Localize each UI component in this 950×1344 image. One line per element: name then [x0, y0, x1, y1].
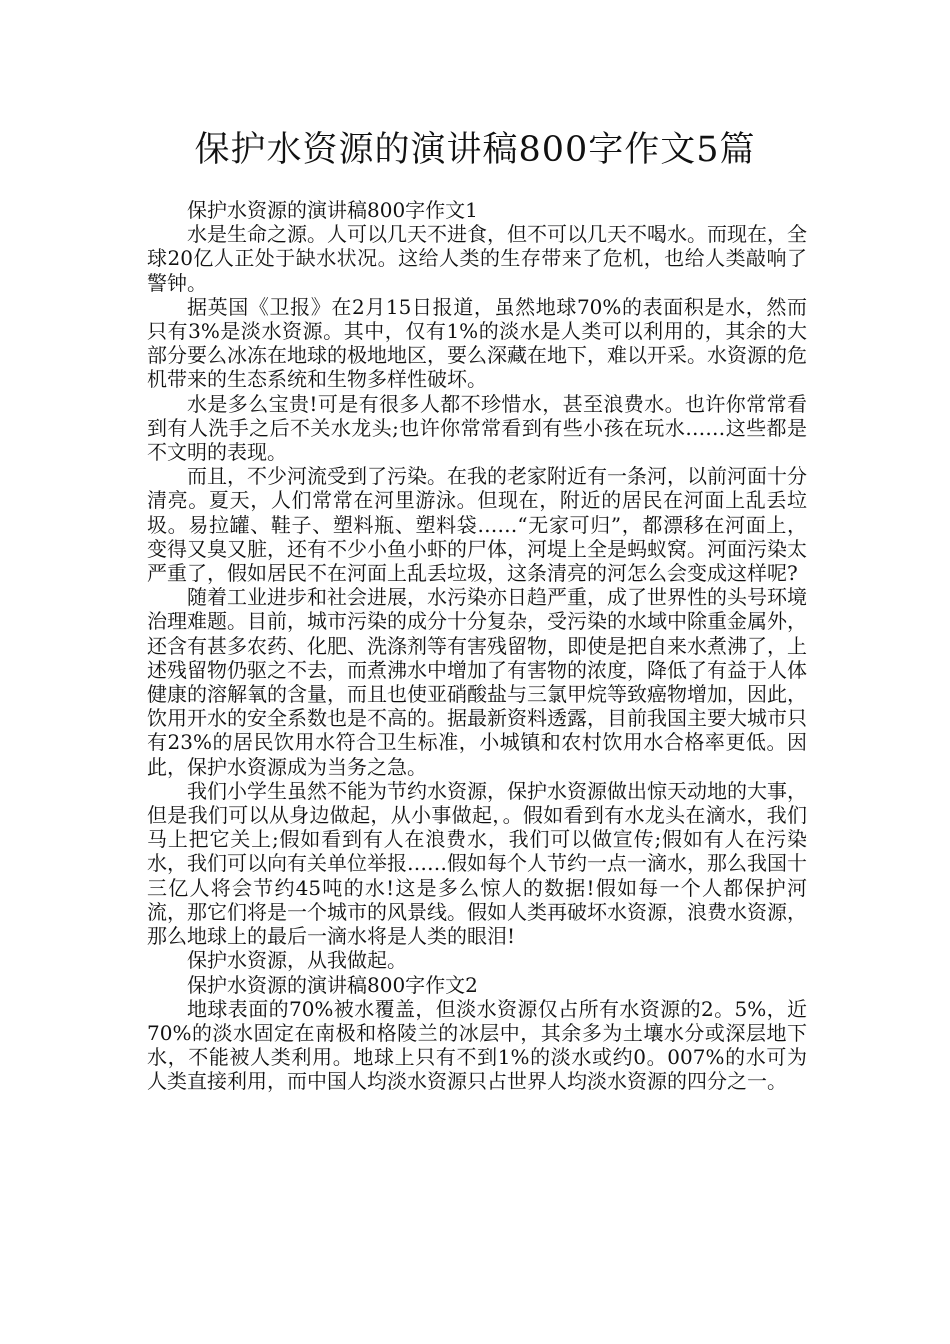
section-heading-2: 保护水资源的演讲稿800字作文2 [187, 972, 478, 997]
paragraph: 而且，不少河流受到了污染。在我的老家附近有一条河，以前河面十分清亮。夏天，人们常常在河里游泳。但现在，附近的居民在河面上乱丢垃圾。易拉罐、鞋子、塑料瓶、塑料袋……“无家可归”，都漂移在河面上，变得又臭又脏，还有不少小鱼小虾的尸体，河堤上全是蚂蚁窝。河面污染太严重了，假如居民不在河面上乱丢垃圾，这条清亮的河怎么会变成这样呢? [147, 464, 807, 586]
paragraph: 据英国《卫报》在2月15日报道，虽然地球70%的表面积是水，然而只有3%是淡水资源。其中，仅有1%的淡水是人类可以利用的，其余的大部分要么冰冻在地球的极地地区，要么深藏在地下，难以开采。水资源的危机带来的生态系统和生物多样性破坏。 [147, 294, 807, 392]
document-title: 保护水资源的演讲稿800字作文5篇 [194, 130, 756, 170]
paragraph: 随着工业进步和社会进展，水污染亦日趋严重，成了世界性的头号环境治理难题。目前，城市污染的成分十分复杂，受污染的水域中除重金属外，还含有甚多农药、化肥、洗涤剂等有害残留物，即使是把自来水煮沸了，上述残留物仍驱之不去，而煮沸水中增加了有害物的浓度，降低了有益于人体健康的溶解氧的含量，而且也使亚硝酸盐与三氯甲烷等致癌物增加，因此，饮用开水的安全系数也是不高的。据最新资料透露，目前我国主要大城市只有23%的居民饮用水符合卫生标准，小城镇和农村饮用水合格率更低。因此，保护水资源成为当务之急。 [147, 585, 807, 779]
paragraph: 我们小学生虽然不能为节约水资源，保护水资源做出惊天动地的大事，但是我们可以从身边做起，从小事做起，。假如看到有水龙头在滴水，我们马上把它关上;假如看到有人在浪费水，我们可以做宣传;假如有人在污染水，我们可以向有关单位举报……假如每个人节约一点一滴水，那么我国十三亿人将会节约45吨的水!这是多么惊人的数据!假如每一个人都保护河流，那它们将是一个城市的风景线。假如人类再破坏水资源，浪费水资源，那么地球上的最后一滴水将是人类的眼泪! [147, 778, 807, 949]
paragraph: 地球表面的70%被水覆盖，但淡水资源仅占所有水资源的2。5%，近70%的淡水固定在南极和格陵兰的冰层中，其余多为土壤水分或深层地下水，不能被人类利用。地球上只有不到1%的淡水或约0。007%的水可为人类直接利用，而中国人均淡水资源只占世界人均淡水资源的四分之一。 [147, 996, 807, 1094]
paragraph: 水是多么宝贵!可是有很多人都不珍惜水，甚至浪费水。也许你常常看到有人洗手之后不关水龙头;也许你常常看到有些小孩在玩水……这些都是不文明的表现。 [147, 391, 807, 465]
paragraph: 水是生命之源。人可以几天不进食，但不可以几天不喝水。而现在，全球20亿人正处于缺水状况。这给人类的生存带来了危机，也给人类敲响了警钟。 [147, 222, 807, 295]
section-heading-1: 保护水资源的演讲稿800字作文1 [187, 198, 478, 222]
paragraph: 保护水资源，从我做起。 [187, 948, 407, 973]
document-body [147, 198, 807, 1094]
